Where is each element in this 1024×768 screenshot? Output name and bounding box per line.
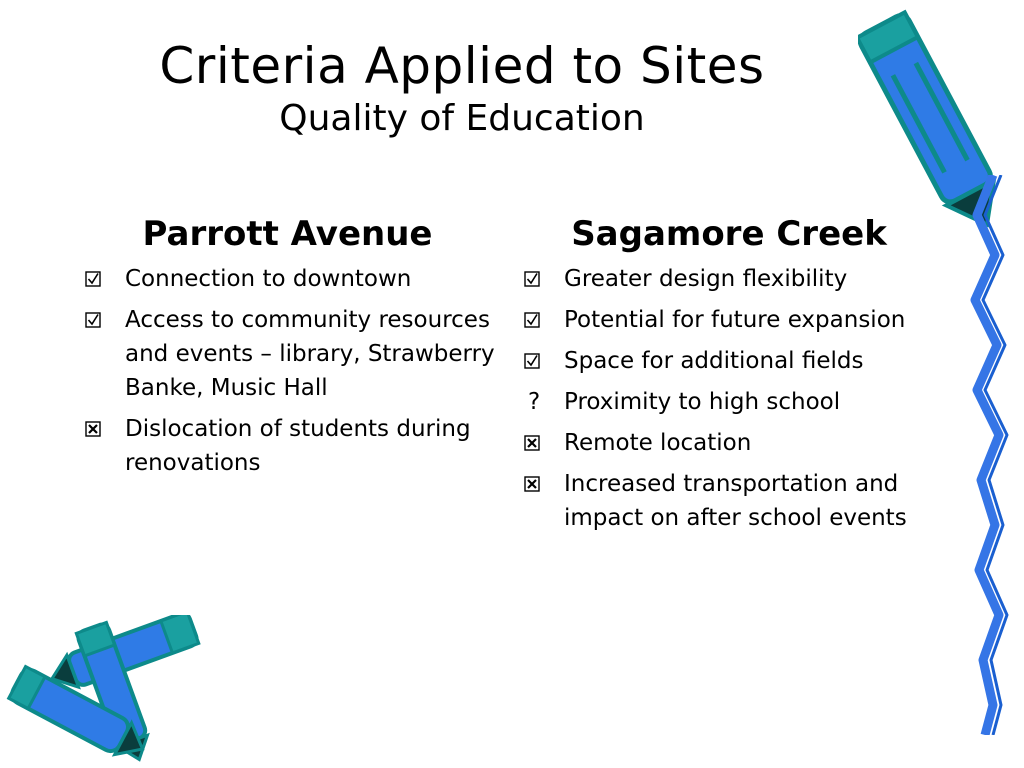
list-item: [524, 344, 944, 378]
list-item-text: Greater design flexibility: [564, 266, 848, 292]
list-item-text: Connection to downtown: [125, 266, 412, 292]
squiggle-ribbon-icon: [955, 175, 1015, 735]
list-item-text: Space for additional fields: [564, 348, 864, 374]
bullet-list: [524, 262, 944, 535]
list-item-text: Access to community resources and events – library, Strawberry Banke, Music Hall: [125, 307, 495, 401]
column-sagamore-creek: [524, 210, 944, 542]
checkbox-checked-icon: [524, 303, 564, 337]
checkbox-crossed-icon: [524, 426, 564, 460]
title-block: [0, 36, 924, 142]
bullet-list: [85, 262, 495, 480]
column-parrott-avenue: [85, 210, 495, 487]
checkbox-checked-icon: [524, 262, 564, 296]
list-item: [85, 262, 495, 296]
slide-title: Criteria Applied to Sites: [159, 37, 765, 95]
list-item: [524, 467, 944, 535]
list-item: [524, 303, 944, 337]
list-item-text: Potential for future expansion: [564, 307, 906, 333]
checkbox-checked-icon: [524, 344, 564, 378]
question-mark-icon: ?: [528, 389, 541, 415]
list-item: [524, 262, 944, 296]
list-item: [85, 303, 495, 405]
list-item-text: Remote location: [564, 430, 752, 456]
slide-subtitle: Quality of Education: [279, 98, 645, 139]
checkbox-checked-icon: [85, 303, 125, 405]
list-item-text: Proximity to high school: [564, 389, 841, 415]
list-item-text: Increased transportation and impact on after school events: [564, 471, 907, 531]
column-heading: Parrott Avenue: [142, 214, 433, 254]
checkbox-crossed-icon: [524, 467, 564, 535]
list-item: [85, 412, 495, 480]
checkbox-checked-icon: [85, 262, 125, 296]
column-heading: Sagamore Creek: [571, 214, 887, 254]
checkbox-crossed-icon: [85, 412, 125, 480]
list-item-text: Dislocation of students during renovations: [125, 416, 471, 476]
list-item: [524, 426, 944, 460]
crayon-icon: [0, 615, 205, 765]
list-item: [524, 385, 944, 419]
